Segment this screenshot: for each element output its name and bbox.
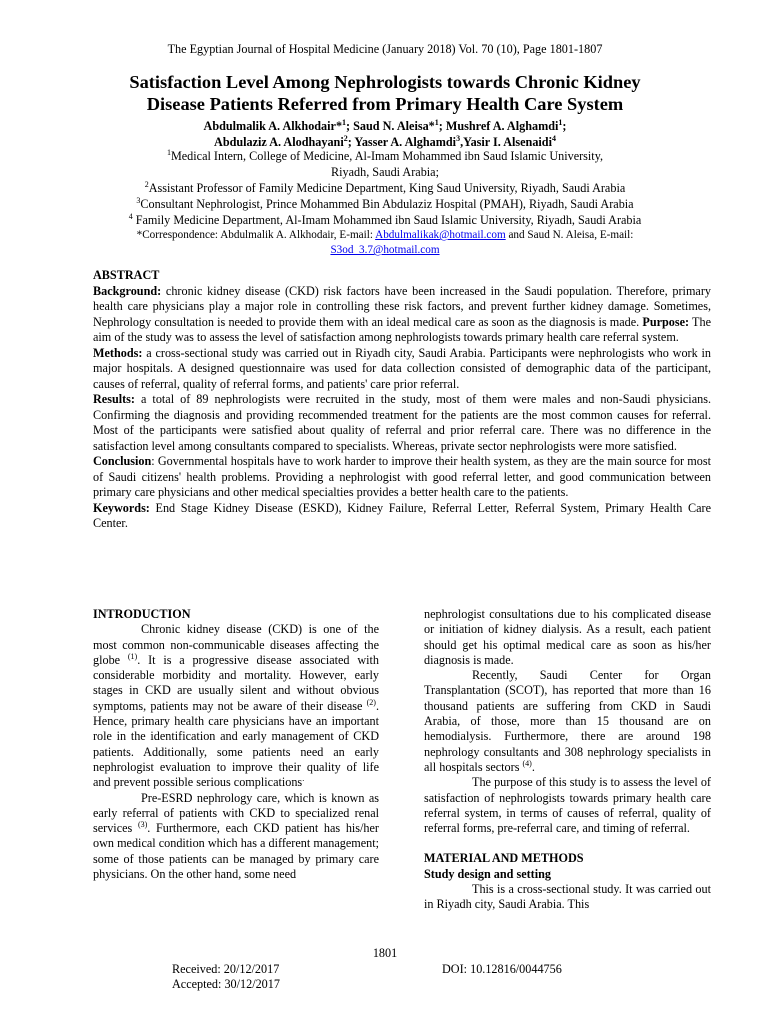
abstract <box>93 268 711 532</box>
author-name: ; Yasser A. Alghamdi <box>347 135 457 149</box>
label-conclusion: Conclusion <box>93 454 152 468</box>
text-background: chronic kidney disease (CKD) risk factors have been increased in the Saudi population. Therefore, primary health care physicians play a major role in controlling these risk factors, and prevent further kidney damage. Sometimes, Nephrology consultation is needed to provide them with an ideal medical care as soon as the diagnosis is made. <box>93 283 711 329</box>
text-results: a total of 89 nephrologists were recruited in the study, most of them were males and non-Saudi physicians. Confirming the diagnosis and providing recommended treatment for the patients are the most common causes for referral. Most of the participants were satisfied about quality of referral and prior referral care. There was no difference in the satisfaction level among consultants compared to specialists. Whereas, private sector nephrologists were more satisfied. <box>93 392 711 453</box>
text-methods: a cross-sectional study was carried out in Riyadh city, Saudi Arabia. Participants were nephrologists who work in major hospitals. A designed questionnaire was used for data collection consisted of demographic data of the participant, causes of referral, quality of referral forms, and patients' care prior referral. <box>93 345 711 391</box>
citation-ref: (1) <box>127 651 138 661</box>
title-line-1: Satisfaction Level Among Nephrologists towards Chronic Kidney <box>129 72 641 92</box>
correspondence-cont <box>60 243 710 258</box>
author-name: ; Saud N. Aleisa* <box>346 119 435 133</box>
affiliation-sup: 2 <box>144 179 149 189</box>
intro-paragraph-2-cont: nephrologist consultations due to his complicated disease or initiation of kidney dialysis. As a result, each patient should get his optimal medical care as soon as his/her diagnosis is made. <box>424 607 711 667</box>
abstract-heading: ABSTRACT <box>93 268 160 282</box>
right-column <box>424 607 711 913</box>
intro-paragraph-4: The purpose of this study is to assess the level of satisfaction of nephrologists towards primary health care referral system, in terms of causes of referral, quality of referral forms, pre-referral care, and timing of referral. <box>424 775 711 836</box>
methods-paragraph-1: This is a cross-sectional study. It was carried out in Riyadh city, Saudi Arabia. This <box>424 882 711 912</box>
affiliation-text: Medical Intern, College of Medicine, Al-Imam Mohammed ibn Saud Islamic University, <box>170 149 604 163</box>
text-run: . <box>531 759 535 774</box>
paper-title <box>60 71 710 115</box>
abstract-conclusion <box>93 454 711 501</box>
affiliation-text: Consultant Nephrologist, Prince Mohammed Bin Abdulaziz Hospital (PMAH), Riyadh, Saudi Arabia <box>140 197 634 211</box>
page-number: 1801 <box>372 946 398 960</box>
author-name: Abdulmalik A. Alkhodair* <box>203 119 343 133</box>
correspondence-prefix: *Correspondence: Abdulmalik A. Alkhodair, E-mail: <box>136 229 376 241</box>
doi: DOI: 10.12816/0044756 <box>442 962 562 976</box>
affiliation-1 <box>60 148 710 164</box>
journal-header: The Egyptian Journal of Hospital Medicine (January 2018) Vol. 70 (10), Page 1801-1807 <box>167 42 603 56</box>
author-name: Abdulaziz A. Alodhayani <box>214 135 344 149</box>
intro-paragraph-3 <box>424 668 711 775</box>
text-run: . Furthermore, each CKD patient has his/her own medical condition which has a different management; some of those patients can be managed by primary care physicians. On the other hand, some need <box>93 821 379 882</box>
correspondence-mid: and Saud N. Aleisa, E-mail: <box>505 229 634 241</box>
affiliation-3 <box>60 196 710 212</box>
affiliations <box>60 148 710 258</box>
affiliation-text: Family Medicine Department, Al-Imam Mohammed ibn Saud Islamic University, Riyadh, Saudi Arabia <box>132 213 642 227</box>
text-run: . It is a progressive disease associated with considerable morbidity and mortality. However, early stages in CKD are usually silent and without obvious symptoms, patients may not be aware of their disease <box>93 652 379 713</box>
citation-ref: (4) <box>522 758 532 768</box>
text-run: Pre-ESRD nephrology care, which is known as early referral of patients with CKD to specialized renal services <box>93 790 379 836</box>
author-affil-sup: 3 <box>456 133 461 143</box>
citation-ref: (3) <box>137 820 148 830</box>
label-purpose: Purpose: <box>642 314 690 329</box>
citation-ref: (2) <box>366 697 376 707</box>
label-keywords: Keywords: <box>93 500 150 515</box>
author-name: ; Mushref A. Alghamdi <box>438 119 559 133</box>
email-link-2[interactable]: S3od_3.7@hotmail.com <box>330 244 440 256</box>
received-date: Received: 20/12/2017 <box>172 962 280 976</box>
intro-paragraph-1 <box>93 622 379 790</box>
label-background: Background: <box>93 283 162 298</box>
intro-paragraph-2 <box>93 791 379 883</box>
text-run: Chronic kidney disease (CKD) is one of the most common non-communicable diseases affecting the globe <box>93 622 379 667</box>
citation-ref: . <box>302 774 305 784</box>
affiliation-2 <box>60 180 710 196</box>
affiliation-1-cont: Riyadh, Saudi Arabia; <box>331 165 439 179</box>
section-gap <box>424 836 711 851</box>
author-affil-sup: 2 <box>343 133 348 143</box>
author-line-1 <box>60 118 710 134</box>
text-keywords: End Stage Kidney Disease (ESKD), Kidney Failure, Referral Letter, Referral System, Primary Health Care Center. <box>93 500 711 530</box>
text-run: . Hence, primary health care physicians have an important role in the identification and early management of CKD patients. Additionally, some patients need an early nephrologist evaluation to improve their quality of life and prevent possible serious complications <box>93 698 379 790</box>
author-affil-sup: 1 <box>342 117 347 127</box>
section-heading-methods: MATERIAL AND METHODS <box>424 851 584 866</box>
affiliation-sup: 3 <box>136 195 141 205</box>
author-affil-sup: 4 <box>551 133 556 143</box>
correspondence <box>60 228 710 243</box>
text-purpose: The aim of the study was to assess the level of satisfaction among nephrologists towards primary health care referral system. <box>93 314 711 344</box>
email-link-1[interactable]: Abdulmalikak@hotmail.com <box>375 229 506 241</box>
accepted-date: Accepted: 30/12/2017 <box>172 977 280 991</box>
author-list <box>60 118 710 150</box>
footer-dates <box>172 962 280 992</box>
left-column <box>93 607 379 882</box>
affiliation-sup: 4 <box>128 211 133 221</box>
abstract-results <box>93 392 711 454</box>
label-results: Results: <box>93 392 135 406</box>
author-separator: ; <box>562 119 567 133</box>
author-affil-sup: 1 <box>558 117 563 127</box>
author-name: ,Yasir I. Alsenaidi <box>460 135 552 149</box>
text-run: Recently, Saudi Center for Organ Transplantation (SCOT), has reported that more than 16 thousand patients are suffering from CKD in Saudi Arabia, of those, more than 15 thousand are on hemodialysis. Furthermore, there are around 198 nephrology consultants and 308 nephrology specialists in all hospitals sectors <box>424 668 711 774</box>
abstract-keywords <box>93 501 711 532</box>
title-line-2: Disease Patients Referred from Primary Health Care System <box>146 94 624 114</box>
abstract-methods <box>93 346 711 393</box>
label-methods: Methods: <box>93 345 143 360</box>
affiliation-4 <box>60 212 710 228</box>
author-affil-sup: 1 <box>434 117 439 127</box>
subsection-heading-design: Study design and setting <box>424 866 551 881</box>
text-conclusion: : Governmental hospitals have to work harder to improve their health system, as they are the main source for most of Saudi citizens' health problems. Providing a nephrologist with good referral letter, and good communication between primary care physicians and other medical specialties provides a better health care to the patients. <box>93 454 711 499</box>
affiliation-sup: 1 <box>166 147 171 157</box>
abstract-background <box>93 284 711 346</box>
affiliation-text: Assistant Professor of Family Medicine Department, King Saud University, Riyadh, Saudi Arabia <box>148 181 626 195</box>
section-heading-introduction: INTRODUCTION <box>93 607 191 621</box>
